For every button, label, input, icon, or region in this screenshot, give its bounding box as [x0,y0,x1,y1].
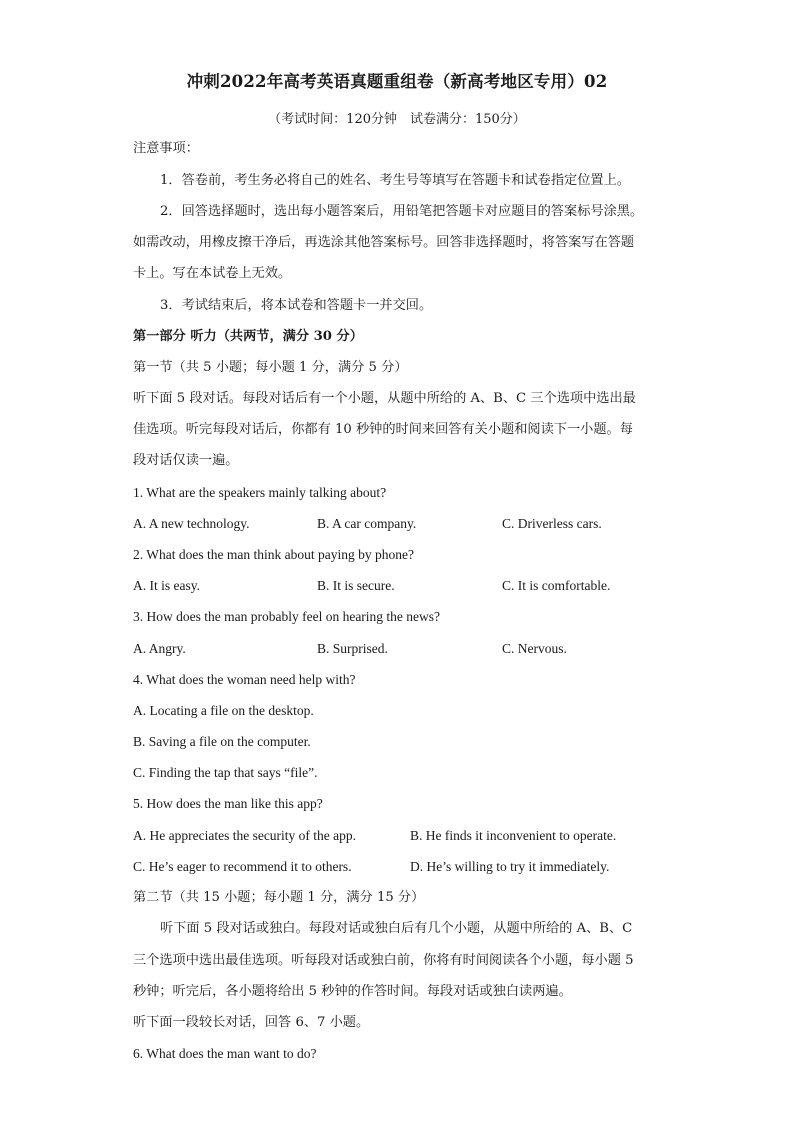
question-5-option-a: A. He appreciates the security of the app. [133,828,357,843]
notice-item-1: 1．答卷前，考生务必将自己的姓名、考生号等填写在答题卡和试卷指定位置上。 [160,173,630,188]
question-2-option-c: C. It is comfortable. [502,578,611,593]
question-3-stem: 3. How does the man probably feel on hearing the news? [133,609,441,624]
question-2-option-b: B. It is secure. [317,578,395,593]
question-1-option-a: A. A new technology. [133,516,250,531]
question-5-option-c: C. He’s eager to recommend it to others. [133,859,352,874]
question-5-option-b: B. He finds it inconvenient to operate. [410,828,617,843]
section2-instructions: 三个选项中选出最佳选项。听每段对话或独白前，你将有时间阅读各个小题，每小题 5 [133,953,634,968]
question-2-option-a: A. It is easy. [133,578,200,593]
question-5-stem: 5. How does the man like this app? [133,796,323,811]
exam-info: （考试时间：120分钟 试卷满分：150分） [268,112,526,127]
question-2-stem: 2. What does the man think about paying by phone? [133,547,414,562]
section1-heading: 第一节（共 5 小题；每小题 1 分，满分 5 分） [133,360,408,375]
section2-heading: 第二节（共 15 小题；每小题 1 分，满分 15 分） [133,890,425,905]
notice-item-2-cont: 卡上。写在本试卷上无效。 [133,266,292,281]
notice-item-2: 2．回答选择题时，选出每小题答案后，用铅笔把答题卡对应题目的答案标号涂黑。 [160,204,644,219]
question-6-stem: 6. What does the man want to do? [133,1046,317,1061]
notice-heading: 注意事项： [133,141,199,156]
question-4-stem: 4. What does the woman need help with? [133,672,356,687]
question-5-option-d: D. He’s willing to try it immediately. [410,859,610,874]
question-3-option-a: A. Angry. [133,641,186,656]
section2-dialogue-note: 听下面一段较长对话，回答 6、7 小题。 [133,1015,370,1030]
part1-heading: 第一部分 听力（共两节，满分 30 分） [133,329,363,344]
question-3-option-b: B. Surprised. [317,641,388,656]
notice-item-3: 3．考试结束后，将本试卷和答题卡一并交回。 [160,298,433,313]
section2-instructions: 秒钟；听完后，各小题将给出 5 秒钟的作答时间。每段对话或独白读两遍。 [133,984,572,999]
page-title: 冲刺2022年高考英语真题重组卷（新高考地区专用）02 [186,72,608,91]
question-4-option-a: A. Locating a file on the desktop. [133,703,314,718]
question-1-option-b: B. A car company. [317,516,417,531]
question-4-option-b: B. Saving a file on the computer. [133,734,311,749]
section2-instructions: 听下面 5 段对话或独白。每段对话或独白后有几个小题，从题中所给的 A、B、C [160,921,633,936]
section1-instructions: 段对话仅读一遍。 [133,453,239,468]
question-4-option-c: C. Finding the tap that says “file”. [133,765,318,780]
question-1-stem: 1. What are the speakers mainly talking about? [133,485,387,500]
section1-instructions: 听下面 5 段对话。每段对话后有一个小题，从题中所给的 A、B、C 三个选项中选出最 [133,391,636,406]
notice-item-2-cont: 如需改动，用橡皮擦干净后，再选涂其他答案标号。回答非选择题时，将答案写在答题 [133,235,635,250]
question-3-option-c: C. Nervous. [502,641,567,656]
section1-instructions: 佳选项。听完每段对话后，你都有 10 秒钟的时间来回答有关小题和阅读下一小题。每 [133,422,633,437]
question-1-option-c: C. Driverless cars. [502,516,602,531]
